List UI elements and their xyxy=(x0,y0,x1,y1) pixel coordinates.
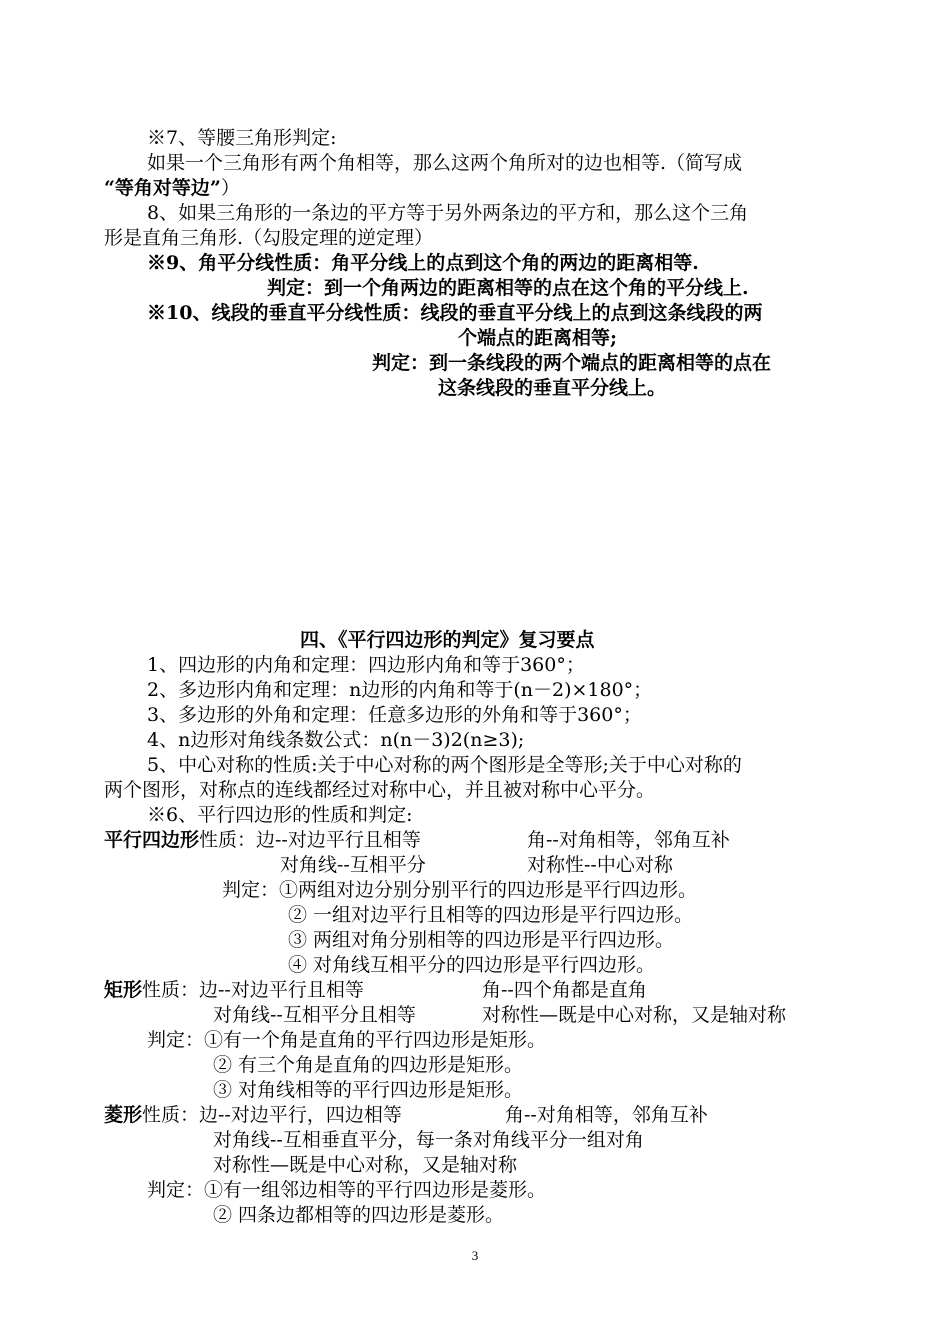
rectangle-criterion-2: ② 有三个角是直角的四边形是矩形。 xyxy=(213,1054,524,1076)
rectangle-label: 矩形 xyxy=(104,979,143,1001)
rhombus-properties-1: 菱形性质：边--对边平行，四边相等 xyxy=(104,1104,402,1126)
point-2: 2、多边形内角和定理：n边形的内角和等于(n－2)×180°； xyxy=(147,679,653,701)
item7-bold-phrase: “等角对等边” xyxy=(104,177,221,199)
parallelogram-properties-1: 平行四边形性质：边--对边平行且相等 xyxy=(104,829,421,851)
item7-text: 如果一个三角形有两个角相等，那么这两个角所对的边也相等.（简写成 xyxy=(147,152,743,174)
rectangle-criterion-1: 判定：①有一个角是直角的平行四边形是矩形。 xyxy=(147,1029,547,1051)
item10-text-cont: 个端点的距离相等; xyxy=(458,327,618,349)
point-3: 3、多边形的外角和定理：任意多边形的外角和等于360°； xyxy=(147,704,642,726)
rectangle-properties-1: 矩形性质：边--对边平行且相等 xyxy=(104,979,364,1001)
parallelogram-diagonal-property: 对角线--互相平分 xyxy=(280,854,426,876)
section-title: 四、《平行四边形的判定》复习要点 xyxy=(300,629,595,651)
parallelogram-criterion-4: ④ 对角线互相平分的四边形是平行四边形。 xyxy=(288,954,656,976)
parallelogram-symmetry-property: 对称性--中心对称 xyxy=(527,854,673,876)
item9-criterion: 判定：到一个角两边的距离相等的点在这个角的平分线上. xyxy=(267,277,749,299)
rhombus-symmetry-property: 对称性—既是中心对称，又是轴对称 xyxy=(213,1154,518,1176)
parallelogram-label: 平行四边形 xyxy=(104,829,200,851)
rhombus-criterion-2: ② 四条边都相等的四边形是菱形。 xyxy=(213,1204,505,1226)
parallelogram-criterion-3: ③ 两组对角分别相等的四边形是平行四边形。 xyxy=(288,929,675,951)
item7-heading: ※7、等腰三角形判定: xyxy=(147,127,337,149)
point-1: 1、四边形的内角和定理：四边形内角和等于360°； xyxy=(147,654,585,676)
point-5: 5、中心对称的性质:关于中心对称的两个图形是全等形;关于中心对称的 xyxy=(147,754,742,776)
item7-text-cont xyxy=(104,175,240,201)
parallelogram-angle-property: 角--对角相等，邻角互补 xyxy=(527,829,730,851)
point-6: ※6、平行四边形的性质和判定: xyxy=(147,804,413,826)
point-4: 4、n边形对角线条数公式：n(n－3)2(n≥3); xyxy=(147,729,525,751)
item9-text: ※9、角平分线性质：角平分线上的点到这个角的两边的距离相等. xyxy=(147,252,699,274)
rhombus-label: 菱形 xyxy=(104,1104,143,1126)
parallelogram-criterion-1: 判定：①两组对边分别分别平行的四边形是平行四边形。 xyxy=(222,879,698,901)
item8-text: 8、如果三角形的一条边的平方等于另外两条边的平方和，那么这个三角 xyxy=(147,202,749,224)
parallelogram-criterion-2: ② 一组对边平行且相等的四边形是平行四边形。 xyxy=(288,904,694,926)
item10-criterion-cont: 这条线段的垂直平分线上。 xyxy=(438,377,667,399)
rectangle-symmetry-property: 对称性—既是中心对称，又是轴对称 xyxy=(482,1004,787,1026)
item7-close-paren: ） xyxy=(220,177,240,199)
rectangle-angle-property: 角--四个角都是直角 xyxy=(482,979,647,1001)
rhombus-angle-property: 角--对角相等，邻角互补 xyxy=(505,1104,708,1126)
page-number: 3 xyxy=(471,1248,479,1263)
item10-text: ※10、线段的垂直平分线性质：线段的垂直平分线上的点到这条线段的两 xyxy=(147,302,763,324)
item8-text-cont: 形是直角三角形.（勾股定理的逆定理） xyxy=(104,227,434,249)
rectangle-criterion-3: ③ 对角线相等的平行四边形是矩形。 xyxy=(213,1079,524,1101)
item10-criterion: 判定：到一条线段的两个端点的距离相等的点在 xyxy=(372,352,772,374)
point-5-cont: 两个图形，对称点的连线都经过对称中心，并且被对称中心平分。 xyxy=(104,779,656,801)
rhombus-criterion-1: 判定：①有一组邻边相等的平行四边形是菱形。 xyxy=(147,1179,547,1201)
rhombus-diagonal-property: 对角线--互相垂直平分，每一条对角线平分一组对角 xyxy=(213,1129,644,1151)
rectangle-diagonal-property: 对角线--互相平分且相等 xyxy=(213,1004,416,1026)
